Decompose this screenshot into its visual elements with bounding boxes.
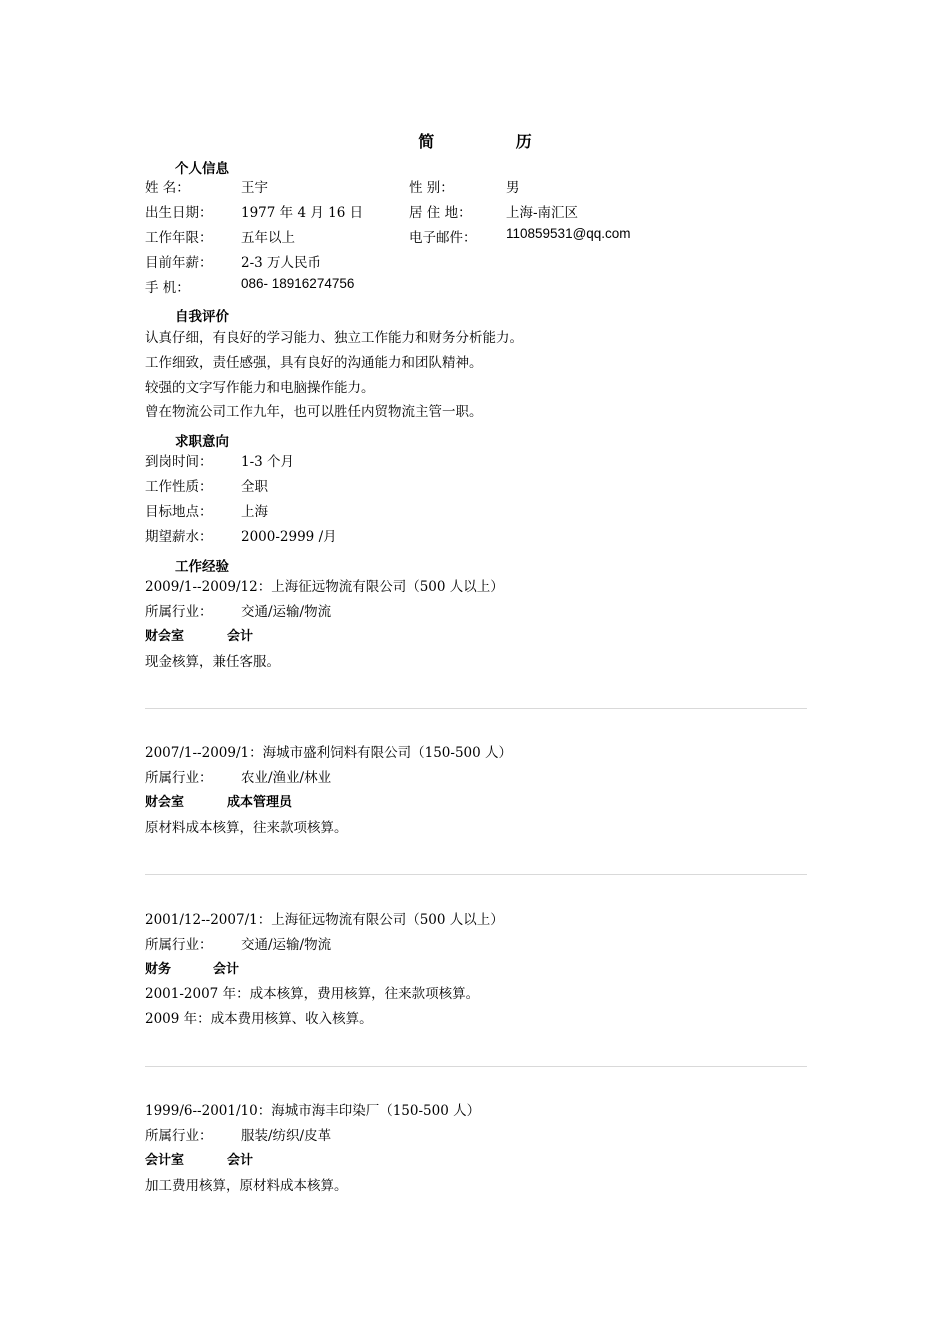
salary-label: 目前年薪： bbox=[145, 255, 213, 271]
arrival-label: 到岗时间： bbox=[145, 454, 213, 470]
phone-label: 手 机： bbox=[145, 280, 190, 296]
name-value: 王宇 bbox=[241, 180, 268, 196]
industry-label: 所属行业： bbox=[145, 1128, 213, 1144]
email-label: 电子邮件： bbox=[409, 230, 477, 246]
job-divider bbox=[145, 708, 807, 709]
email-value: 110859531@qq.com bbox=[506, 226, 631, 241]
job-role: 成本管理员 bbox=[227, 795, 293, 810]
job-description: 原材料成本核算，往来款项核算。 bbox=[145, 820, 348, 836]
birth-label: 出生日期： bbox=[145, 205, 213, 221]
name-label: 姓 名： bbox=[145, 180, 190, 196]
job-role: 会计 bbox=[227, 1153, 254, 1168]
self-eval-line: 工作细致，责任感强，具有良好的沟通能力和团队精神。 bbox=[145, 355, 483, 371]
industry-label: 所属行业： bbox=[145, 604, 213, 620]
location-label: 目标地点： bbox=[145, 504, 213, 520]
location-value: 上海 bbox=[241, 504, 268, 520]
section-heading-intent: 求职意向 bbox=[175, 434, 229, 450]
birth-value: 1977 年 4 月 16 日 bbox=[241, 205, 364, 221]
job-description: 加工费用核算，原材料成本核算。 bbox=[145, 1178, 348, 1194]
residence-value: 上海-南汇区 bbox=[506, 205, 579, 221]
job-department: 财会室 bbox=[145, 795, 185, 810]
job-header: 1999/6--2001/10：海城市海丰印染厂（150-500 人） bbox=[145, 1103, 481, 1119]
page-title: 简 历 bbox=[418, 132, 570, 151]
work-type-value: 全职 bbox=[241, 479, 268, 495]
phone-value: 086- 18916274756 bbox=[241, 276, 355, 291]
expected-salary-label: 期望薪水： bbox=[145, 529, 213, 545]
section-heading-experience: 工作经验 bbox=[175, 559, 229, 575]
job-divider bbox=[145, 1066, 807, 1067]
self-eval-line: 认真仔细，有良好的学习能力、独立工作能力和财务分析能力。 bbox=[145, 330, 523, 346]
salary-value: 2-3 万人民币 bbox=[241, 255, 322, 271]
self-eval-line: 曾在物流公司工作九年，也可以胜任内贸物流主管一职。 bbox=[145, 404, 483, 420]
job-department: 财会室 bbox=[145, 629, 185, 644]
job-description: 2009 年：成本费用核算、收入核算。 bbox=[145, 1011, 373, 1027]
industry-value: 服装/纺织/皮革 bbox=[241, 1128, 332, 1144]
job-description: 2001-2007 年：成本核算，费用核算，往来款项核算。 bbox=[145, 986, 480, 1002]
work-type-label: 工作性质： bbox=[145, 479, 213, 495]
job-description: 现金核算，兼任客服。 bbox=[145, 654, 280, 670]
section-heading-self-eval: 自我评价 bbox=[175, 309, 229, 325]
expected-salary-value: 2000-2999 /月 bbox=[241, 529, 337, 545]
residence-label: 居 住 地： bbox=[409, 205, 472, 221]
industry-value: 农业/渔业/林业 bbox=[241, 770, 332, 786]
job-header: 2007/1--2009/1：海城市盛利饲料有限公司（150-500 人） bbox=[145, 745, 512, 761]
industry-label: 所属行业： bbox=[145, 770, 213, 786]
job-header: 2009/1--2009/12：上海征远物流有限公司（500 人以上） bbox=[145, 579, 504, 595]
job-role: 会计 bbox=[213, 962, 240, 977]
years-label: 工作年限： bbox=[145, 230, 213, 246]
job-department: 会计室 bbox=[145, 1153, 185, 1168]
years-value: 五年以上 bbox=[241, 230, 295, 246]
self-eval-line: 较强的文字写作能力和电脑操作能力。 bbox=[145, 380, 375, 396]
job-header: 2001/12--2007/1：上海征远物流有限公司（500 人以上） bbox=[145, 912, 504, 928]
industry-label: 所属行业： bbox=[145, 937, 213, 953]
gender-value: 男 bbox=[506, 180, 520, 196]
arrival-value: 1-3 个月 bbox=[241, 454, 295, 470]
section-heading-personal: 个人信息 bbox=[175, 161, 229, 177]
gender-label: 性 别： bbox=[409, 180, 454, 196]
job-role: 会计 bbox=[227, 629, 254, 644]
industry-value: 交通/运输/物流 bbox=[241, 937, 332, 953]
industry-value: 交通/运输/物流 bbox=[241, 604, 332, 620]
job-department: 财务 bbox=[145, 962, 172, 977]
job-divider bbox=[145, 874, 807, 875]
